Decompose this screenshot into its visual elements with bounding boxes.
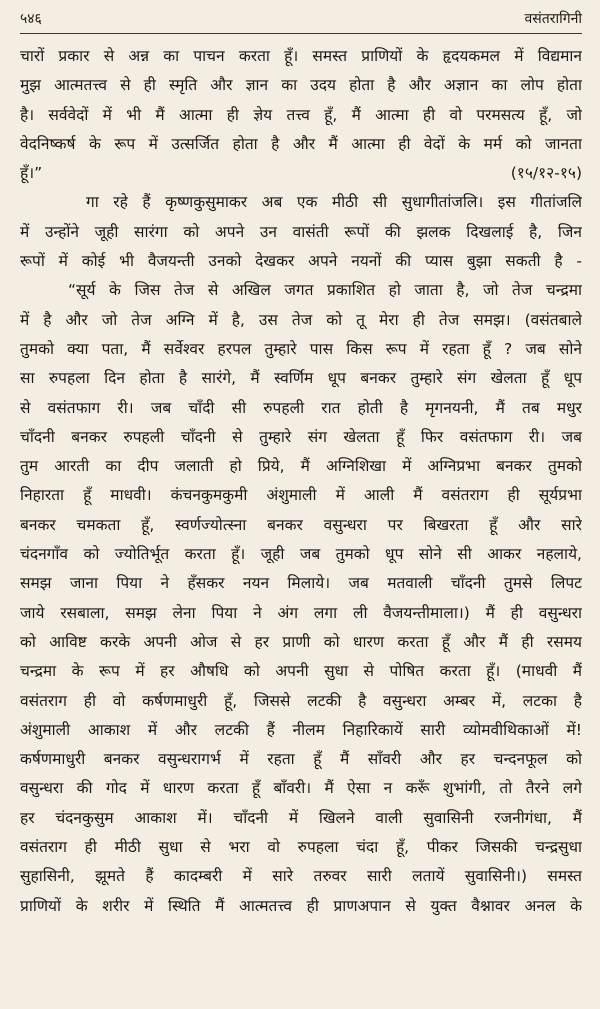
text-line: चंदनगाँव को ज्योतिर्भूत करता हूँ। जूही जब तुमको धूप सोने सी आकर नहलाये, xyxy=(20,545,582,564)
text-line: वसुन्धरा की गोद में धारण करता हूँ बाँवरी। मैं ऐसा न करूँ शुभांगी, तो तैरने लगे xyxy=(20,779,582,798)
text-line: प्राणियों के शरीर में स्थिति मैं आत्मतत्त्व ही प्राणअपान से युक्त वैश्नावर अनल के xyxy=(20,896,582,915)
quote-start-line: “सूर्य के जिस तेज से अखिल जगत प्रकाशित हो जाता है, जो तेज चन्द्रमा xyxy=(68,281,582,300)
text-line: में उन्होंने जूही सारंगा को अपने उन वासंती रूपों की झलक दिखलाई है, जिन xyxy=(20,222,582,241)
body-text xyxy=(20,42,582,921)
text-line: हूँ।” xyxy=(20,164,43,183)
text-line: है। सर्ववेदों में भी मैं आत्मा ही ज्ञेय तत्त्व हूँ, मैं आत्मा ही वो परमसत्य हूँ, जो xyxy=(20,105,582,124)
text-line: तुमको क्या पता, मैं सर्वेश्वर हरपल तुम्हारे पास किस रूप में रहता हूँ ? जब सोने xyxy=(20,339,582,358)
text-line: अंशुमाली आकाश में और लटकी हैं नीलम निहारिकायें सारी व्योमवीथिकाओं में! xyxy=(20,720,582,739)
text-line: वेदनिष्कर्ष के रूप में उत्सर्जित होता है और मैं आत्मा ही वेदों के मर्म को जानता xyxy=(20,134,582,153)
text-line: चारों प्रकार से अन्न का पाचन करता हूँ। समस्त प्राणियों के हृदयकमल में विद्यमान xyxy=(20,47,582,65)
text-line: वसंतराग ही वो कर्षणमाधुरी हूँ, जिससे लटकी है वसुन्धरा अम्बर में, लटका है xyxy=(20,691,582,710)
text-line: को आविष्ट करके अपनी ओज से हर प्राणी को धारण करता हूँ और मैं ही रसमय xyxy=(20,632,582,651)
text-line: कर्षणमाधुरी बनकर वसुन्धरागर्भ में रहता हूँ मैं साँवरी और हर चन्दनफूल को xyxy=(20,750,582,769)
text-line: हर चंदनकुसुम आकाश में। चाँदनी में खिलने वाली सुवासिनी रजनीगंधा, मैं xyxy=(20,808,582,827)
text-line: निहारता हूँ माधवी। कंचनकुमकुमी अंशुमाली में आली मैं वसंतराग ही सूर्यप्रभा xyxy=(20,486,582,505)
text-line: रूपों में कोई भी वैजयन्ती उनको देखकर अपने नयनों की प्यास बुझा सकती है - xyxy=(20,252,582,271)
header-rule xyxy=(20,33,582,34)
page-header xyxy=(20,8,582,30)
text-line: चन्द्रमा के रूप में हर औषधि को अपनी सुधा से पोषित करता हूँ। (माधवी मैं xyxy=(20,662,582,681)
text-line-with-reference xyxy=(20,159,582,188)
running-title: वसंतरागिनी xyxy=(524,11,582,27)
text-line: तुम आरती का दीप जलाती हो प्रिये, मैं अग्निशिखा में अग्निप्रभा बनकर तुमको xyxy=(20,457,582,476)
page-number: ५४६ xyxy=(20,11,42,27)
text-line: जाये रसबाला, समझ लेना पिया ने अंग लगा ली वैजयन्तीमाला।) मैं ही वसुन्धरा xyxy=(20,603,582,622)
verse-reference: (१५/१२-१५) xyxy=(510,164,582,183)
text-line: में है और जो तेज अग्नि में है, उस तेज को तू मेरा ही तेज समझ। (वसंतबाले xyxy=(20,310,582,329)
text-line: सुहासिनी, झूमते हैं कादम्बरी में सारे तरुवर सारी लतायें सुवासिनी।) समस्त xyxy=(20,867,582,886)
text-line: बनकर चमकता हूँ, स्वर्णज्योत्स्ना बनकर वसुन्धरा पर बिखरता हूँ और सारे xyxy=(20,515,582,534)
text-line: मुझ आत्मतत्त्व से ही स्मृति और ज्ञान का उदय होता है और अज्ञान का लोप होता xyxy=(20,76,582,95)
text-line: सा रुपहला दिन होता है सारंगे, मैं स्वर्णिम धूप बनकर तुम्हारे संग खेलता हूँ धूप xyxy=(20,369,582,388)
text-line: चाँदनी बनकर रुपहली चाँदनी से तुम्हारे संग खेलता हूँ फिर वसंतफाग री। जब xyxy=(20,427,582,446)
text-line: वसंतराग ही मीठी सुधा से भरा वो रुपहला चंदा हूँ, पीकर जिसकी चन्द्रसुधा xyxy=(20,838,582,857)
paragraph-start-line: गा रहे हैं कृष्णकुसुमाकर अब एक मीठी सी सुधागीतांजलि। इस गीतांजलि xyxy=(86,193,582,212)
text-line: समझ जाना पिया ने हँसकर नयन मिलाये। जब मतवाली चाँदनी तुमसे लिपट xyxy=(20,574,582,593)
text-line: से वसंतफाग री। जब चाँदी सी रुपहली रात होती है मृगनयनी, मैं तब मधुर xyxy=(20,398,582,417)
